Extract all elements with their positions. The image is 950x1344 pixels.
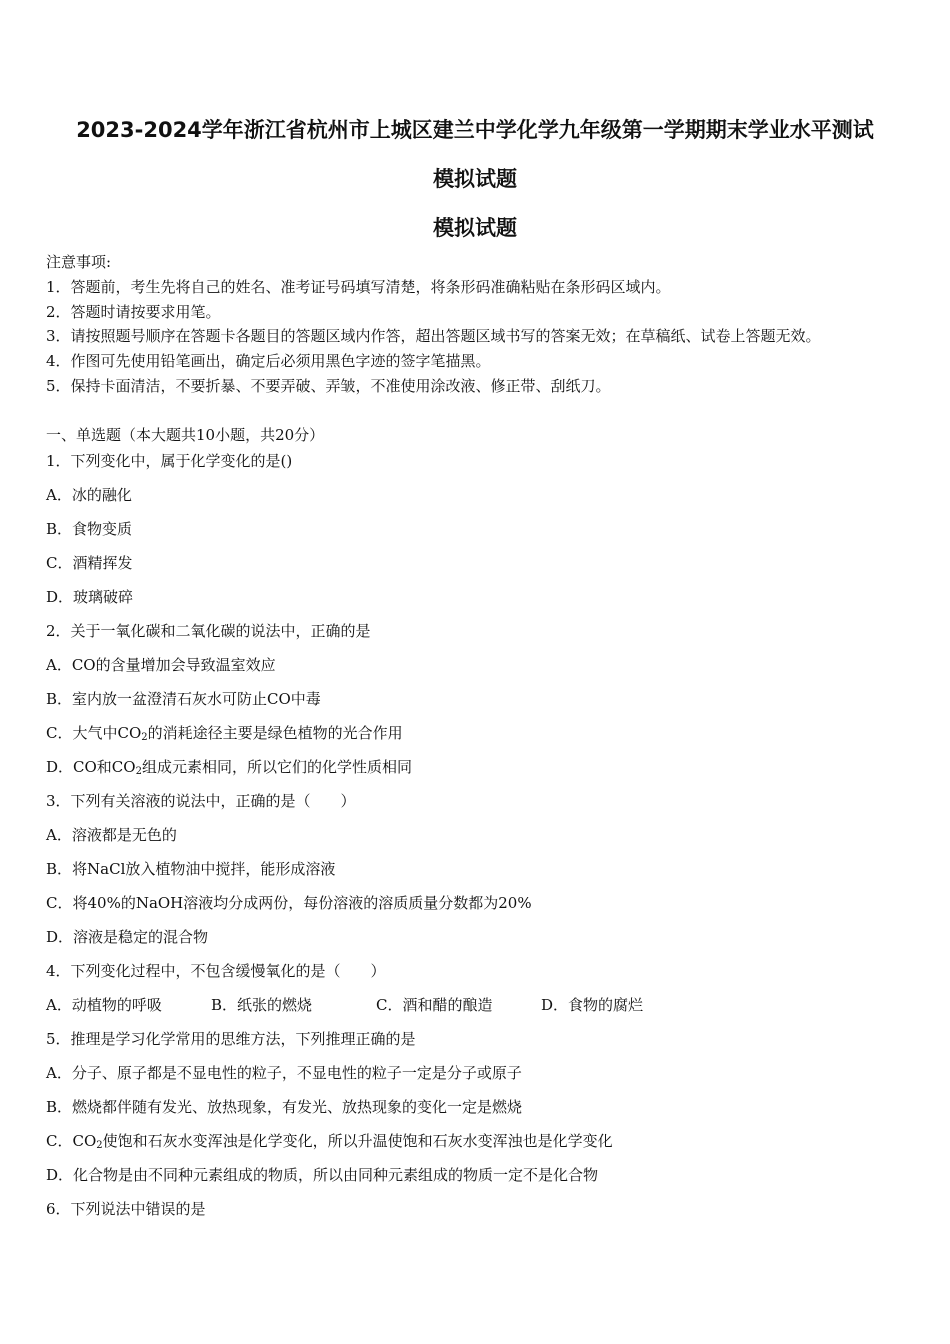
question-4-option-b: B．纸张的燃烧 <box>211 996 313 1014</box>
subscript: 2 <box>135 766 142 777</box>
question-4-options <box>46 995 643 1015</box>
note-item: 1．答题前，考生先将自己的姓名、准考证号码填写清楚，将条形码准确粘贴在条形码区域内。 <box>46 278 671 296</box>
question-3-option-c: C．将40%的NaOH溶液均分成两份，每份溶液的溶质质量分数都为20% <box>46 894 532 912</box>
question-1-option-d: D．玻璃破碎 <box>46 588 134 606</box>
option-text: 的消耗途径主要是绿色植物的光合作用 <box>147 724 403 742</box>
option-text: 组成元素相同，所以它们的化学性质相同 <box>141 758 412 776</box>
question-1-stem: 1．下列变化中，属于化学变化的是() <box>46 452 293 470</box>
subscript: 2 <box>141 732 148 743</box>
option-text: D．CO和CO <box>46 758 136 776</box>
question-3-option-b: B．将NaCl放入植物油中搅拌，能形成溶液 <box>46 860 336 878</box>
question-2-option-d <box>46 757 412 777</box>
note-item: 2．答题时请按要求用笔。 <box>46 303 221 321</box>
question-5-stem: 5．推理是学习化学常用的思维方法，下列推理正确的是 <box>46 1030 416 1048</box>
note-item: 5．保持卡面清洁，不要折暴、不要弄破、弄皱，不准使用涂改液、修正带、刮纸刀。 <box>46 377 611 395</box>
exam-subtitle: 模拟试题 <box>433 167 517 191</box>
question-4-stem: 4．下列变化过程中，不包含缓慢氧化的是（ ） <box>46 962 386 980</box>
question-2-option-a: A．CO的含量增加会导致温室效应 <box>46 656 276 674</box>
exam-title: 2023-2024学年浙江省杭州市上城区建兰中学化学九年级第一学期期末学业水平测试 <box>76 118 874 142</box>
question-5-option-c <box>46 1131 613 1151</box>
question-4-option-a: A．动植物的呼吸 <box>46 996 162 1014</box>
question-2-stem: 2．关于一氧化碳和二氧化碳的说法中，正确的是 <box>46 622 371 640</box>
question-1-option-a: A．冰的融化 <box>46 486 132 504</box>
note-item: 4．作图可先使用铅笔画出，确定后必须用黑色字迹的签字笔描黑。 <box>46 352 491 370</box>
question-3-stem: 3．下列有关溶液的说法中，正确的是（ ） <box>46 792 356 810</box>
section-heading: 一、单选题（本大题共10小题，共20分） <box>46 426 325 444</box>
option-text: 使饱和石灰水变浑浊是化学变化，所以升温使饱和石灰水变浑浊也是化学变化 <box>102 1132 613 1150</box>
question-2-option-c <box>46 723 403 743</box>
option-text: C．大气中CO <box>46 724 142 742</box>
question-1-option-c: C．酒精挥发 <box>46 554 133 572</box>
question-3-option-a: A．溶液都是无色的 <box>46 826 177 844</box>
exam-subtitle-repeat: 模拟试题 <box>433 216 517 240</box>
question-1-option-b: B．食物变质 <box>46 520 133 538</box>
question-2-option-b: B．室内放一盆澄清石灰水可防止CO中毒 <box>46 690 321 708</box>
question-5-option-b: B．燃烧都伴随有发光、放热现象，有发光、放热现象的变化一定是燃烧 <box>46 1098 523 1116</box>
subscript: 2 <box>96 1140 103 1151</box>
option-text: C．CO <box>46 1132 97 1150</box>
notes-heading: 注意事项: <box>46 253 112 271</box>
question-4-option-d: D．食物的腐烂 <box>541 996 644 1014</box>
question-4-option-c: C．酒和醋的酿造 <box>376 996 493 1014</box>
question-6-stem: 6．下列说法中错误的是 <box>46 1200 206 1218</box>
question-5-option-d: D．化合物是由不同种元素组成的物质，所以由同种元素组成的物质一定不是化合物 <box>46 1166 599 1184</box>
question-5-option-a: A．分子、原子都是不显电性的粒子，不显电性的粒子一定是分子或原子 <box>46 1064 522 1082</box>
question-3-option-d: D．溶液是稳定的混合物 <box>46 928 209 946</box>
note-item: 3．请按照题号顺序在答题卡各题目的答题区域内作答，超出答题区域书写的答案无效；在草稿纸、试卷上答题无效。 <box>46 327 821 345</box>
